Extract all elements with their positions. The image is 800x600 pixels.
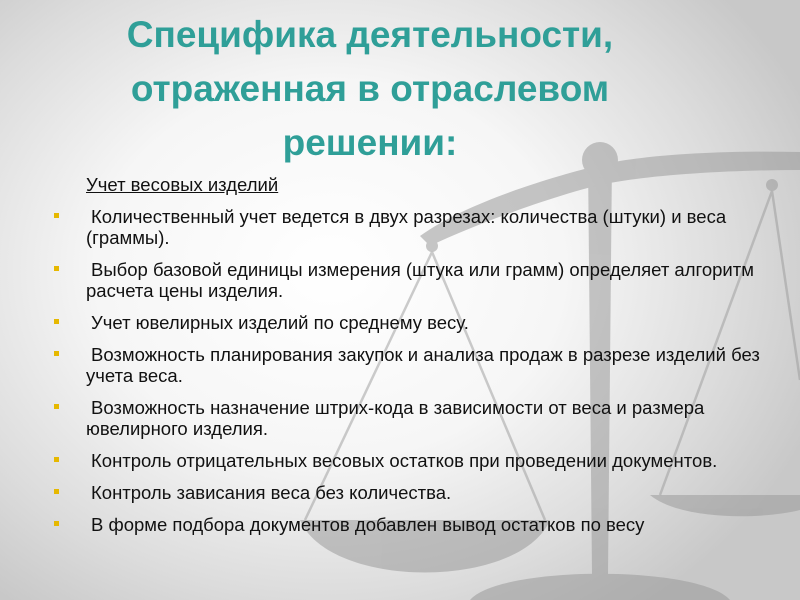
list-item xyxy=(54,344,780,386)
slide-title: Специфика деятельности, отраженная в отраслевом решении: xyxy=(126,14,614,163)
subheading: Учет весовых изделий xyxy=(86,174,279,195)
list-item-text: В форме подбора документов добавлен вывод остатков по весу xyxy=(91,514,645,535)
list-item-text: Возможность назначение штрих-кода в зависимости от веса и размера ювелирного изделия. xyxy=(86,397,705,439)
list-item-text: Возможность планирования закупок и анализа продаж в разрезе изделий без учета веса. xyxy=(86,344,760,386)
list-item xyxy=(54,482,780,503)
square-bullet-icon xyxy=(54,213,59,218)
square-bullet-icon xyxy=(54,489,59,494)
square-bullet-icon xyxy=(54,521,59,526)
list-item-text: Выбор базовой единицы измерения (штука или грамм) определяет алгоритм расчета цены изделия. xyxy=(86,259,754,301)
square-bullet-icon xyxy=(54,319,59,324)
slide-content xyxy=(54,174,780,546)
list-item-text: Контроль отрицательных весовых остатков при проведении документов. xyxy=(91,450,718,471)
list-item xyxy=(54,450,780,471)
list-item xyxy=(54,312,780,333)
list-item-text: Учет ювелирных изделий по среднему весу. xyxy=(91,312,469,333)
list-item-text: Количественный учет ведется в двух разрезах: количества (штуки) и веса (граммы). xyxy=(86,206,727,248)
list-item xyxy=(54,514,780,535)
list-item xyxy=(54,397,780,439)
square-bullet-icon xyxy=(54,351,59,356)
square-bullet-icon xyxy=(54,266,59,271)
list-item-text: Контроль зависания веса без количества. xyxy=(91,482,452,503)
square-bullet-icon xyxy=(54,404,59,409)
square-bullet-icon xyxy=(54,457,59,462)
bullet-list xyxy=(54,206,780,535)
list-item xyxy=(54,259,780,301)
list-item xyxy=(54,206,780,248)
